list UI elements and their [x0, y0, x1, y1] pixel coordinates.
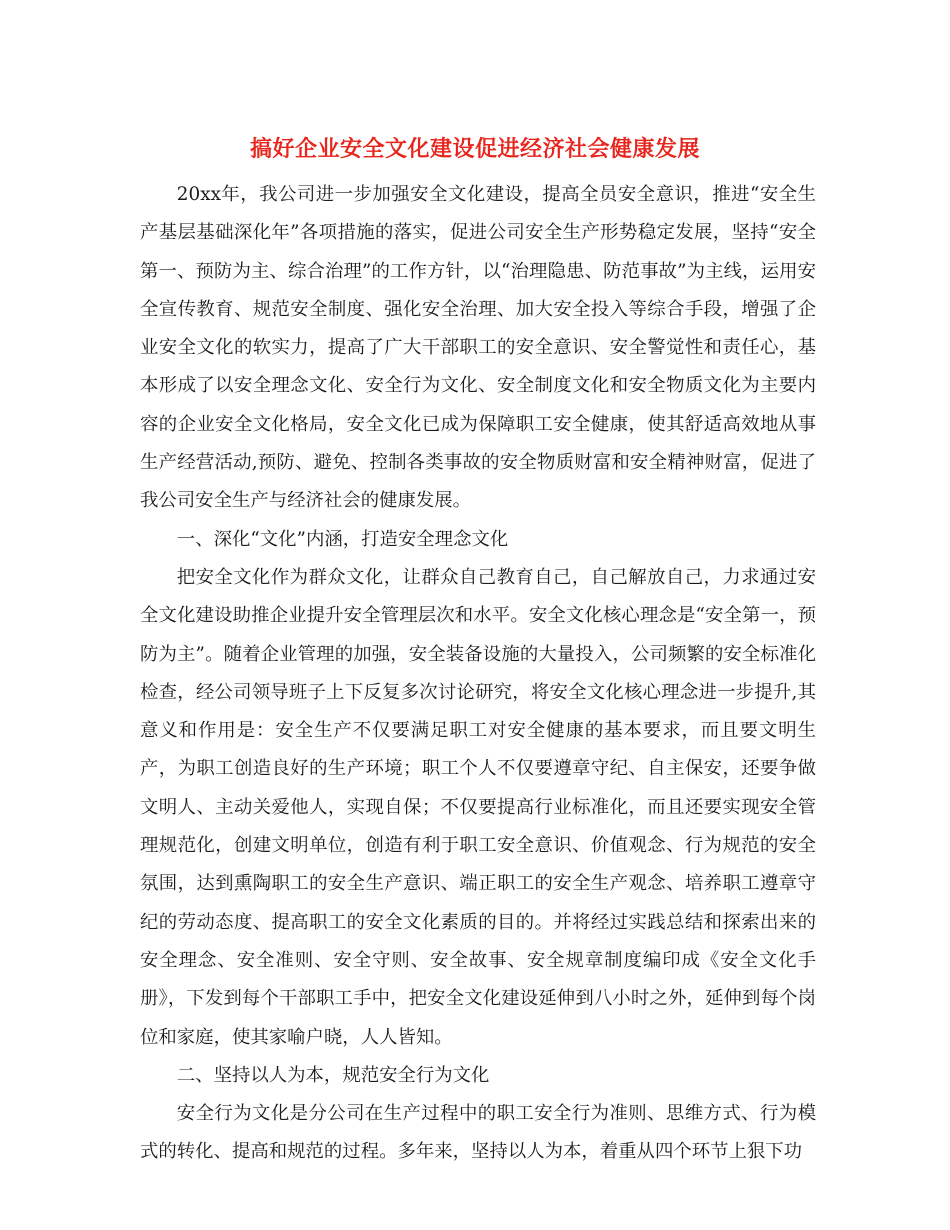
section-heading-2: 二、坚持以人为本，规范安全行为文化 — [176, 1064, 490, 1086]
paragraph-section-2: 安全行为文化是分公司在生产过程中的职工安全行为准则、思维方式、行为模式的转化、提高和规范的过程。多年来，坚持以人为本，着重从四个环节上狠下功 — [140, 1103, 816, 1163]
document-body — [140, 176, 816, 1172]
section-heading-1: 一、深化“文化”内涵，打造安全理念文化 — [176, 528, 509, 550]
paragraph-section-1: 把安全文化作为群众文化，让群众自己教育自己，自己解放自己，力求通过安全文化建设助推企业提升安全管理层次和水平。安全文化核心理念是“安全第一，预防为主”。随着企业管理的加强，安全装备设施的大量投入，公司频繁的安全标准化检查，经公司领导班子上下反复多次讨论研究，将安全文化核心理念进一步提升,其意义和作用是：安全生产不仅要满足职工对安全健康的基本要求，而且要文明生产，为职工创造良好的生产环境；职工个人不仅要遵章守纪、自主保安，还要争做文明人、主动关爱他人，实现自保；不仅要提高行业标准化，而且还要实现安全管理规范化，创建文明单位，创造有利于职工安全意识、价值观念、行为规范的安全氛围，达到熏陶职工的安全生产意识、端正职工的安全生产观念、培养职工遵章守纪的劳动态度、提高职工的安全文化素质的目的。并将经过实践总结和探索出来的安全理念、安全准则、安全守则、安全故事、安全规章制度编印成《安全文化手册》，下发到每个干部职工手中，把安全文化建设延伸到八小时之外，延伸到每个岗位和家庭，使其家喻户晓，人人皆知。 — [140, 566, 816, 1048]
document-title: 搞好企业安全文化建设促进经济社会健康发展 — [249, 135, 700, 162]
paragraph-intro: 20xx年，我公司进一步加强安全文化建设，提高全员安全意识，推进“安全生产基层基础深化年”各项措施的落实，促进公司安全生产形势稳定发展，坚持“安全第一、预防为主、综合治理”的工作方针，以“治理隐患、防范事故”为主线，运用安全宣传教育、规范安全制度、强化安全治理、加大安全投入等综合手段，增强了企业安全文化的软实力，提高了广大干部职工的安全意识、安全警觉性和责任心，基本形成了以安全理念文化、安全行为文化、安全制度文化和安全物质文化为主要内容的企业安全文化格局，安全文化已成为保障职工安全健康，使其舒适高效地从事生产经营活动,预防、避免、控制各类事故的安全物质财富和安全精神财富，促进了我公司安全生产与经济社会的健康发展。 — [140, 184, 816, 512]
